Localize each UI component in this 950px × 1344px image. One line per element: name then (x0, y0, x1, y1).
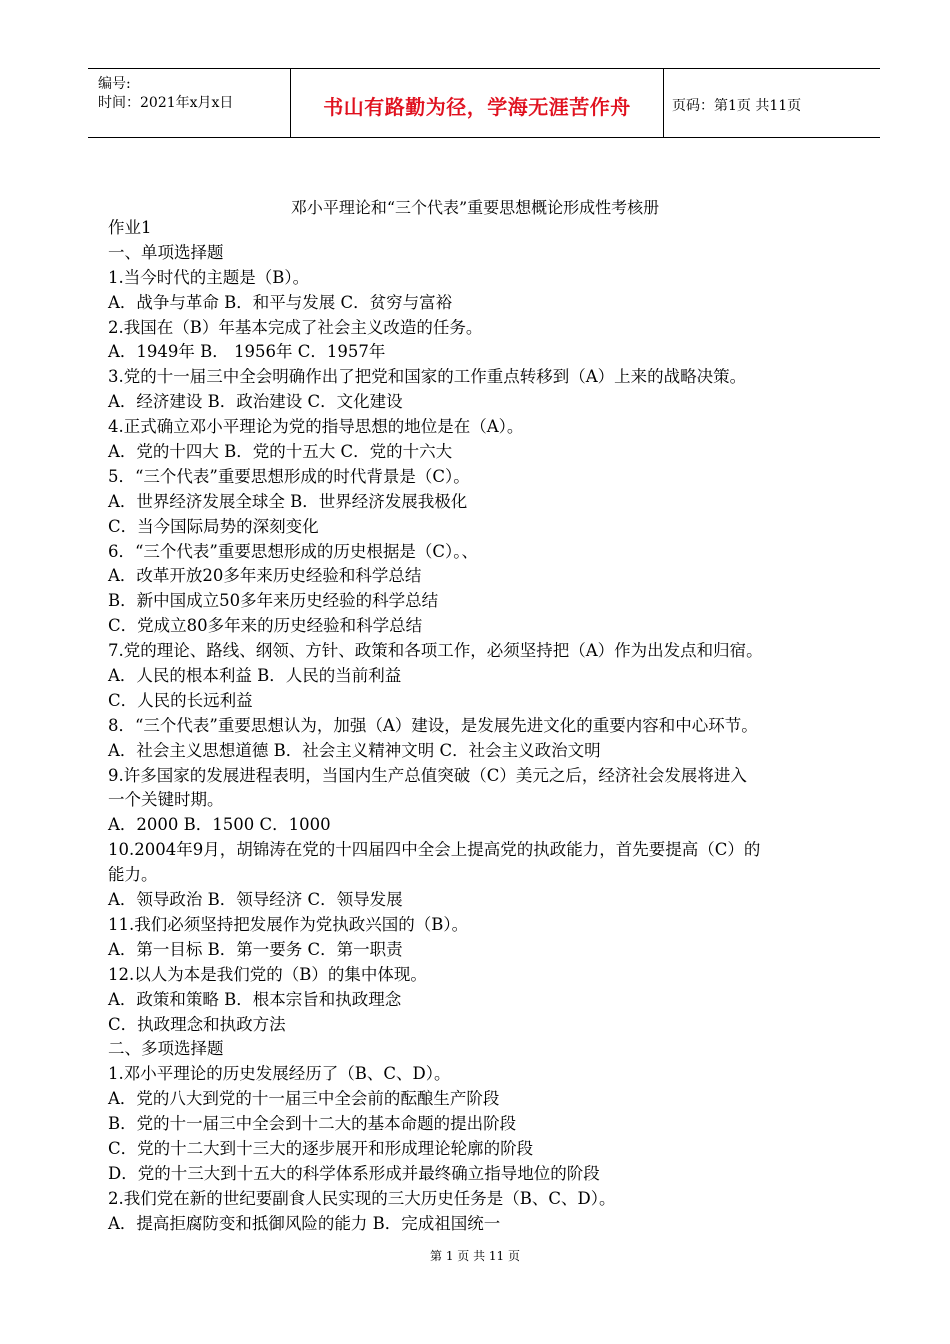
text-line: A．人民的根本利益 B．人民的当前利益 (108, 666, 402, 686)
text-line: 一、单项选择题 (108, 242, 224, 262)
text-line: A．社会主义思想道德 B．社会主义精神文明 C．社会主义政治文明 (108, 740, 601, 760)
text-line: 1.当今时代的主题是（B）。 (108, 267, 310, 287)
text-line: 10.2004年9月，胡锦涛在党的十四届四中全会上提高党的执政能力，首先要提高（C）的 (108, 840, 761, 860)
text-line: A．世界经济发展全球全 B．世界经济发展我极化 (108, 491, 468, 511)
text-line: C．当今国际局势的深刻变化 (108, 516, 319, 536)
header-meta (98, 75, 233, 113)
text-line: A．1949年 B． 1956年 C．1957年 (108, 342, 386, 362)
header-table (88, 68, 880, 138)
text-line: A．2000 B．1500 C．1000 (108, 815, 331, 835)
header-motto: 书山有路勤为径，学海无涯苦作舟 (323, 95, 631, 119)
text-line: 11.我们必须坚持把发展作为党执政兴国的（B）。 (108, 914, 469, 934)
header-divider (663, 69, 664, 137)
text-line: 二、多项选择题 (108, 1039, 224, 1059)
text-line: 1.邓小平理论的历史发展经历了（B、C、D）。 (108, 1064, 451, 1084)
text-line: C．党的十二大到十三大的逐步展开和形成理论轮廓的阶段 (108, 1138, 534, 1158)
text-line: 9.许多国家的发展进程表明，当国内生产总值突破（C）美元之后，经济社会发展将进入 (108, 765, 747, 785)
text-line: A．改革开放20多年来历史经验和科学总结 (108, 566, 422, 586)
text-line: B．新中国成立50多年来历史经验的科学总结 (108, 591, 439, 611)
text-line: 2.我们党在新的世纪要副食人民实现的三大历史任务是（B、C、D）。 (108, 1188, 616, 1208)
text-line: 一个关键时期。 (108, 790, 224, 810)
text-line: A．党的十四大 B．党的十五大 C．党的十六大 (108, 442, 453, 462)
text-line: 7.党的理论、路线、纲领、方针、政策和各项工作，必须坚持把（A）作为出发点和归宿。 (108, 641, 763, 661)
document-title: 邓小平理论和“三个代表”重要思想概论形成性考核册 (290, 198, 660, 217)
document-body (108, 216, 868, 1237)
header-page-info: 页码：第1页 共11页 (672, 98, 802, 114)
text-line: 12.以人为本是我们党的（B）的集中体现。 (108, 964, 427, 984)
text-line: A．领导政治 B．领导经济 C．领导发展 (108, 890, 403, 910)
text-line: D．党的十三大到十五大的科学体系形成并最终确立指导地位的阶段 (108, 1163, 600, 1183)
text-line: 6．“三个代表”重要思想形成的历史根据是（C）。、 (108, 541, 478, 561)
text-line: C．人民的长远利益 (108, 690, 253, 710)
text-line: B．党的十一届三中全会到十二大的基本命题的提出阶段 (108, 1114, 517, 1134)
text-line: A．战争与革命 B．和平与发展 C．贫穷与富裕 (108, 292, 453, 312)
text-line: 8．“三个代表”重要思想认为，加强（A）建设，是发展先进文化的重要内容和中心环节。 (108, 715, 758, 735)
text-line: C．党成立80多年来的历史经验和科学总结 (108, 616, 423, 636)
page-footer: 第 1 页 共 11 页 (430, 1249, 520, 1263)
time-label: 时间：2021年x月x日 (98, 95, 234, 111)
text-line: 3.党的十一届三中全会明确作出了把党和国家的工作重点转移到（A）上来的战略决策。 (108, 367, 747, 387)
text-line: A．党的八大到党的十一届三中全会前的酝酿生产阶段 (108, 1089, 500, 1109)
number-label: 编号: (98, 76, 131, 92)
text-line: 5．“三个代表”重要思想形成的时代背景是（C）。 (108, 466, 470, 486)
text-line: A．第一目标 B．第一要务 C．第一职责 (108, 939, 403, 959)
text-line: 能力。 (108, 865, 158, 885)
text-line: A．提高拒腐防变和抵御风险的能力 B．完成祖国统一 (108, 1213, 501, 1233)
text-line: 作业1 (108, 218, 152, 237)
text-line: A．政策和策略 B．根本宗旨和执政理念 (108, 989, 402, 1009)
text-line: 2.我国在（B）年基本完成了社会主义改造的任务。 (108, 317, 483, 337)
text-line: A．经济建设 B．政治建设 C．文化建设 (108, 392, 403, 412)
text-line: C．执政理念和执政方法 (108, 1014, 286, 1034)
text-line: 4.正式确立邓小平理论为党的指导思想的地位是在（A）。 (108, 417, 524, 437)
